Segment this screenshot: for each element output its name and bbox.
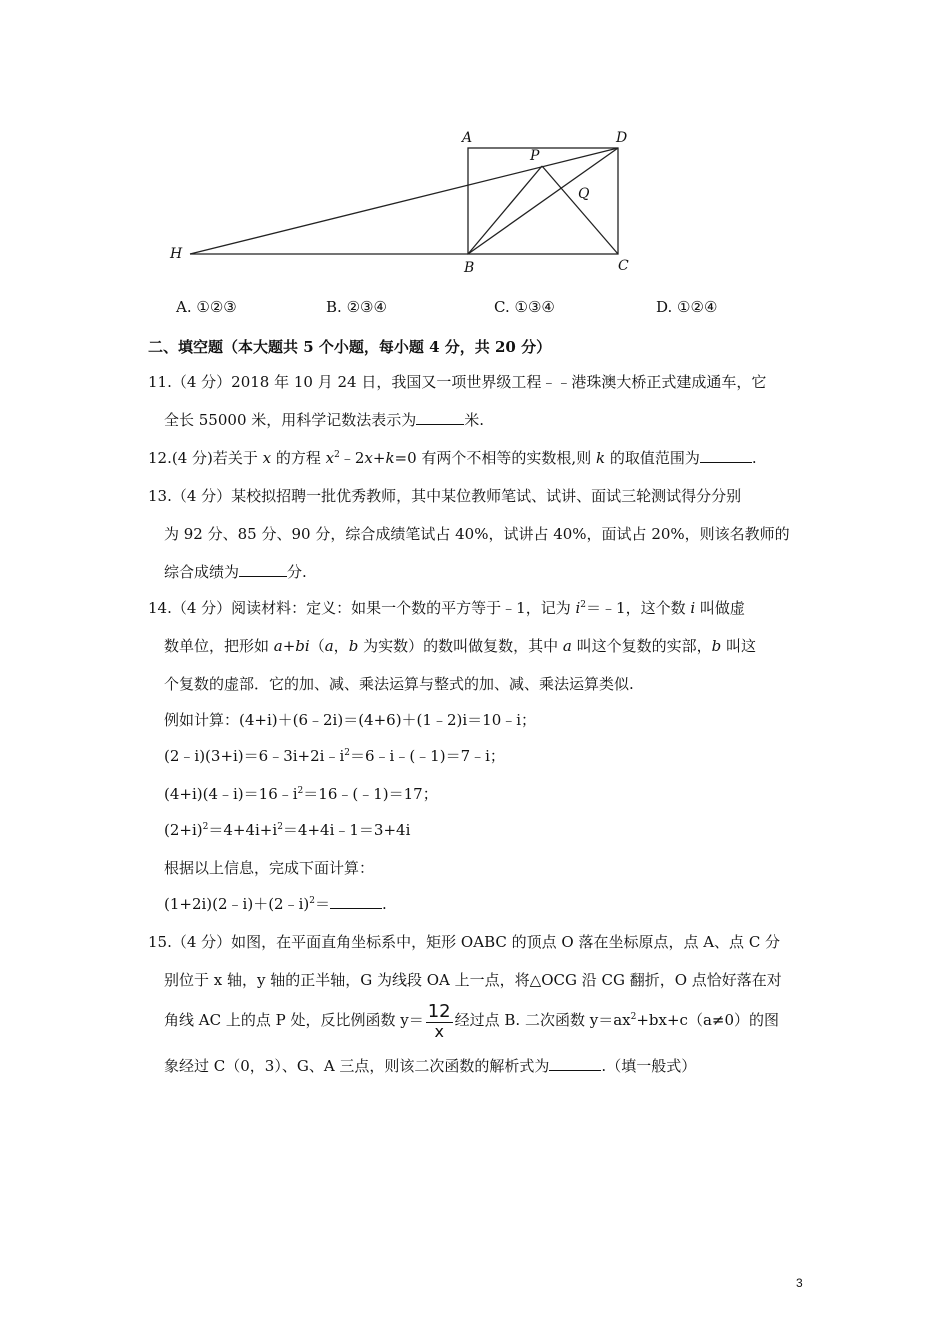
- option-b: B. ②③④: [326, 298, 387, 316]
- q14-task: (1+2i)(2﹣i)＋(2﹣i)$^2$＝ .: [164, 895, 387, 913]
- q14-line3: 个复数的虚部．它的加、减、乘法运算与整式的加、减、乘法运算类似.: [164, 675, 634, 693]
- section-title: 二、填空题（本大题共 5 个小题，每小题 4 分，共 20 分）: [148, 338, 552, 356]
- q14-example2: $(2﹣i)(3+i)=6﹣3i+2i﹣i^2=6﹣i﹣(﹣1)=7﹣i$；: [164, 747, 505, 765]
- label-p: P: [530, 148, 540, 164]
- option-a: A. ①②③: [176, 298, 237, 316]
- q14-line1: 14.（4 分）阅读材料：定义：如果一个数的平方等于﹣1，记为 $i^2=﹣1$，这个数 i 叫做虚: [148, 599, 745, 617]
- label-h: H: [170, 246, 183, 262]
- q15-line4: 象经过 C（0，3）、G、A 三点，则该二次函数的解析式为 .（填一般式）: [164, 1057, 697, 1075]
- segment-bd: [468, 148, 618, 254]
- q14-example1: 例如计算：(4+i)＋(6﹣2i)＝(4+6)＋(1﹣2)i＝10﹣i；: [164, 711, 537, 729]
- label-a: A: [462, 130, 473, 146]
- label-c: C: [618, 258, 629, 274]
- segment-pc: [542, 166, 618, 254]
- q14-example4: $(2+i)^2=4+4i+i^2=4+4i﹣1=3+4i$: [164, 821, 411, 839]
- q15-line1: 15.（4 分）如图，在平面直角坐标系中，矩形 OABC 的顶点 O 落在坐标原点，点 A、点 C 分: [148, 933, 781, 951]
- answer-blank-14: [330, 894, 382, 909]
- segment-hd: [190, 148, 618, 254]
- label-d: D: [616, 130, 628, 146]
- q13-line1: 13.（4 分）某校拟招聘一批优秀教师，其中某位教师笔试、试讲、面试三轮测试得分分别: [148, 487, 742, 505]
- q13-line2: 为 92 分、85 分、90 分，综合成绩笔试占 40%，试讲占 40%，面试占 20%，则该名教师的: [164, 525, 790, 543]
- q15-line2: 别位于 x 轴，y 轴的正半轴，G 为线段 OA 上一点，将△OCG 沿 CG 翻折，O 点恰好落在对: [164, 971, 782, 989]
- label-q: Q: [578, 186, 590, 202]
- option-d: D. ①②④: [656, 298, 718, 316]
- q14-example3: $(4+i)(4﹣i)=16﹣i^2=16﹣(﹣1)=17$；: [164, 785, 438, 803]
- q11-line1: 11.（4 分）2018 年 10 月 24 日，我国又一项世界级工程﹣﹣港珠澳大桥正式建成通车，它: [148, 373, 767, 391]
- q14-line2: 数单位，把形如 a+bi（a，b 为实数）的数叫做复数，其中 a 叫这个复数的实部，b 叫这: [164, 637, 756, 655]
- answer-blank-12: [700, 448, 752, 463]
- geometry-figure: [160, 122, 640, 282]
- answer-blank-15: [549, 1056, 601, 1071]
- answer-blank-13: [239, 562, 287, 577]
- q13-line3: 综合成绩为 分.: [164, 563, 307, 581]
- page-number: 3: [796, 1276, 803, 1290]
- label-b: B: [464, 260, 475, 276]
- q12-line: 12.(4 分)若关于 x 的方程 $x^2﹣2x+k=0$ 有两个不相等的实数根,则 k 的取值范围为 .: [148, 449, 757, 467]
- answer-blank-11: [416, 410, 464, 425]
- option-c: C. ①③④: [494, 298, 555, 316]
- q11-line2: 全长 55000 米，用科学记数法表示为 米.: [164, 411, 485, 429]
- fraction-12-over-x: $\frac{12}{x}$: [427, 1000, 451, 1041]
- q14-prompt: 根据以上信息，完成下面计算：: [164, 859, 375, 877]
- q15-line3: 角线 AC 上的点 P 处，反比例函数 y＝ $\frac{12}{x}$ 经过点 B. 二次函数 $y=ax^2+bx+c(a\ne 0)$的图: [164, 1000, 779, 1041]
